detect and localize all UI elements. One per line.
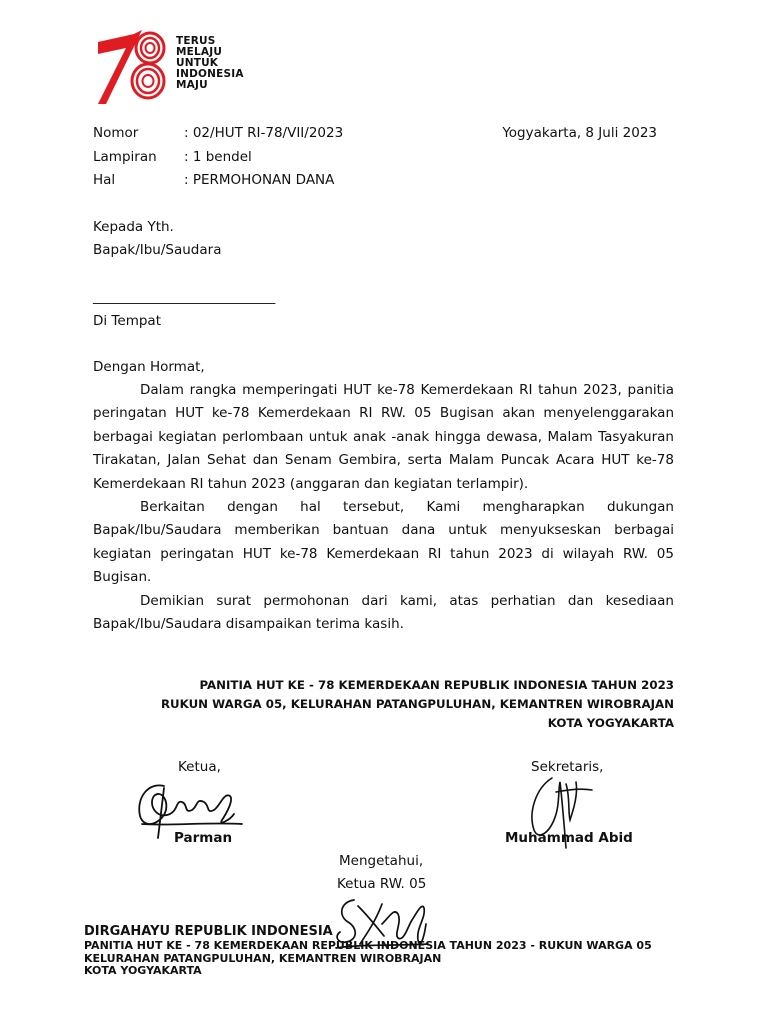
organizer-line: KOTA YOGYAKARTA <box>547 716 674 730</box>
footer-line: PANITIA HUT KE - 78 KEMERDEKAAN REPUBLIK INDONESIA TAHUN 2023 - RUKUN WARGA 05 <box>84 939 652 952</box>
footer <box>84 924 676 978</box>
lampiran-label: Lampiran <box>93 149 157 165</box>
ketua-rw-role: Ketua RW. 05 <box>337 876 427 892</box>
ketua-name: Parman <box>174 830 233 846</box>
footer-line: KELURAHAN PATANGPULUHAN, KEMANTREN WIROBRAJAN <box>84 951 442 965</box>
footer-slogan: DIRGAHAYU REPUBLIK INDONESIA <box>84 924 333 939</box>
recipient-name: Bapak/Ibu/Saudara <box>93 242 222 258</box>
body-paragraph: Dalam rangka memperingati HUT ke-78 Kemerdekaan RI tahun 2023, panitia peringatan HUT ke-78 Kemerdekaan RI RW. 05 Bugisan akan menyelenggarakan berbagai kegiatan perlombaan untuk anak -anak hingga dewasa, Malam Tasyakuran Tirakatan, Jalan Sehat dan Senam Gembira, serta Malam Puncak Acara HUT ke-78 Kemerdekaan RI tahun 2023 (anggaran dan kegiatan terlampir). <box>93 382 674 492</box>
sekretaris-name: Muhammad Abid <box>505 830 633 846</box>
mengetahui-label: Mengetahui, <box>339 853 424 869</box>
sekretaris-role: Sekretaris, <box>531 759 604 775</box>
body-paragraph: Berkaitan dengan hal tersebut, Kami mengharapkan dukungan Bapak/Ibu/Saudara memberikan bantuan dana untuk menyukseskan berbagai kegiatan peringatan HUT ke-78 Kemerdekaan RI tahun 2023 di wilayah RW. 05 Bugisan. <box>93 499 674 586</box>
logo-line: MELAJU <box>176 46 223 58</box>
body-paragraph: Demikian surat permohonan dari kami, atas perhatian dan kesediaan Bapak/Ibu/Saudara disampaikan terima kasih. <box>93 592 674 633</box>
nomor-value: : 02/HUT RI-78/VII/2023 <box>184 125 344 141</box>
letter-body <box>93 379 674 636</box>
nomor-label: Nomor <box>93 125 139 141</box>
logo-tagline <box>176 36 244 91</box>
organizer-line: RUKUN WARGA 05, KELURAHAN PATANGPULUHAN, KEMANTREN WIROBRAJAN <box>160 697 674 711</box>
greeting: Dengan Hormat, <box>93 359 205 375</box>
logo-line: UNTUK <box>176 57 219 69</box>
lampiran-value: : 1 bendel <box>184 149 252 165</box>
logo-line: INDONESIA <box>176 68 244 80</box>
organizer-block <box>161 676 674 733</box>
footer-line: KOTA YOGYAKARTA <box>84 964 202 977</box>
hal-label: Hal <box>93 172 116 188</box>
recipient-title: Kepada Yth. <box>93 219 174 235</box>
ketua-role: Ketua, <box>178 759 221 775</box>
logo-line: MAJU <box>176 79 208 91</box>
organizer-line: PANITIA HUT KE - 78 KEMERDEKAAN REPUBLIK INDONESIA TAHUN 2023 <box>199 678 674 692</box>
logo-line: TERUS <box>176 35 216 47</box>
recipient-place: Di Tempat <box>93 313 161 329</box>
recipient-blank-line: ___________________________ <box>93 289 276 305</box>
hal-value: : PERMOHONAN DANA <box>184 172 335 188</box>
place-date: Yogyakarta, 8 Juli 2023 <box>502 125 657 141</box>
